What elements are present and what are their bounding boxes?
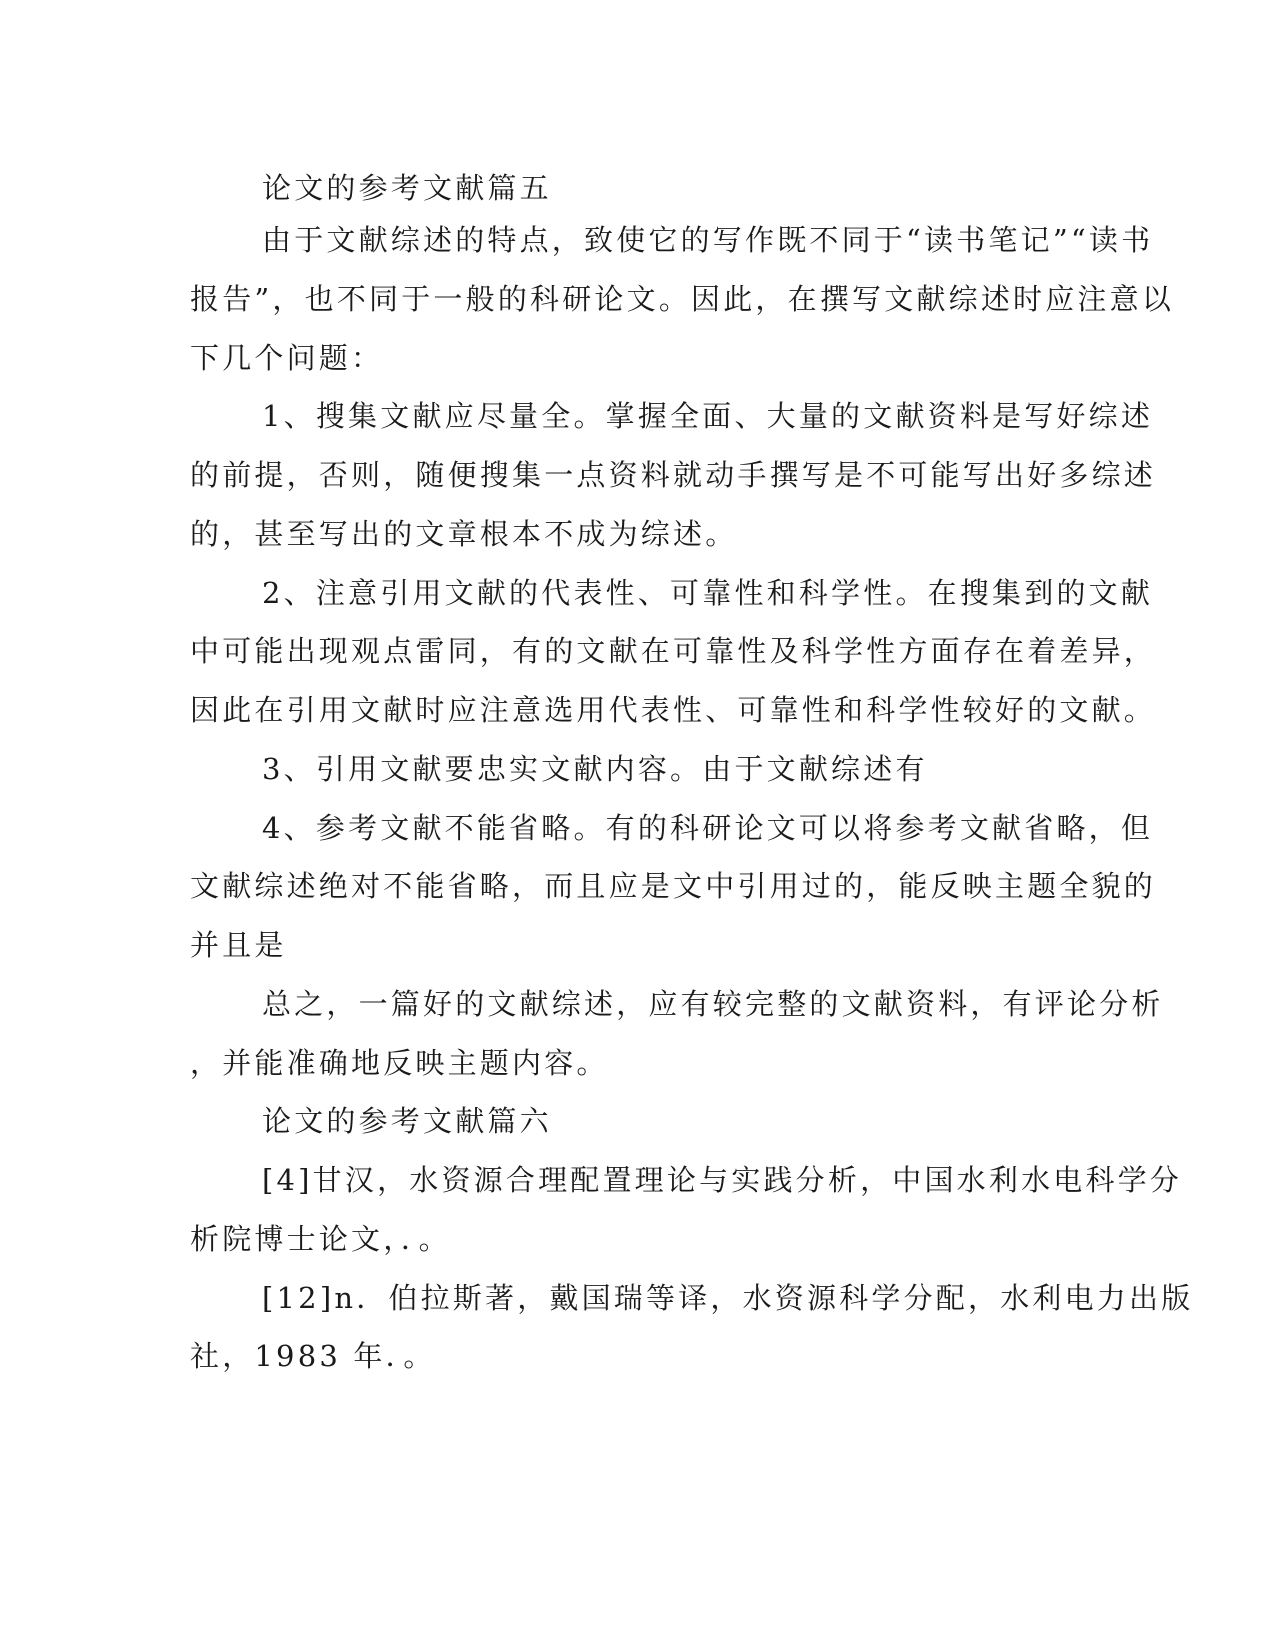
list-item-1-line: 1、搜集文献应尽量全。掌握全面、大量的文献资料是写好综述 — [262, 399, 1154, 433]
section-heading-6: 论文的参考文献篇六 — [262, 1104, 552, 1138]
list-item-1-line: 的，甚至写出的文章根本不成为综述。 — [190, 517, 738, 551]
summary-line: 总之，一篇好的文献综述，应有较完整的文献资料，有评论分析 — [262, 987, 1164, 1021]
list-item-1-line: 的前提，否则，随便搜集一点资料就动手撰写是不可能写出好多综述 — [190, 458, 1157, 492]
reference-4-line: [4]甘汉，水资源合理配置理论与实践分析，中国水利水电科学分 — [262, 1163, 1183, 1197]
list-item-2-line: 因此在引用文献时应注意选用代表性、可靠性和科学性较好的文献。 — [190, 693, 1157, 727]
reference-12-line: 社，1983 年．。 — [190, 1339, 436, 1373]
list-item-4-line: 文献综述绝对不能省略，而且应是文中引用过的，能反映主题全貌的 — [190, 869, 1157, 903]
summary-line: ，并能准确地反映主题内容。 — [190, 1046, 609, 1080]
list-item-4-line: 4、参考文献不能省略。有的科研论文可以将参考文献省略，但 — [262, 811, 1154, 845]
reference-4-line: 析院博士论文，．。 — [190, 1222, 451, 1256]
list-item-3-line: 3、引用文献要忠实文献内容。由于文献综述有 — [262, 752, 928, 786]
list-item-2-line: 中可能出现观点雷同，有的文献在可靠性及科学性方面存在着差异， — [190, 634, 1157, 668]
list-item-4-line: 并且是 — [190, 928, 287, 962]
paragraph-line: 由于文献综述的特点，致使它的写作既不同于“读书笔记”“读书 — [262, 223, 1154, 257]
list-item-2-line: 2、注意引用文献的代表性、可靠性和科学性。在搜集到的文献 — [262, 576, 1154, 610]
paragraph-line: 下几个问题： — [190, 341, 384, 375]
section-heading-5: 论文的参考文献篇五 — [262, 171, 552, 205]
paragraph-line: 报告”，也不同于一般的科研论文。因此，在撰写文献综述时应注意以 — [190, 282, 1175, 316]
reference-12-line: [12]n．伯拉斯著，戴国瑞等译，水资源科学分配，水利电力出版 — [262, 1281, 1194, 1315]
